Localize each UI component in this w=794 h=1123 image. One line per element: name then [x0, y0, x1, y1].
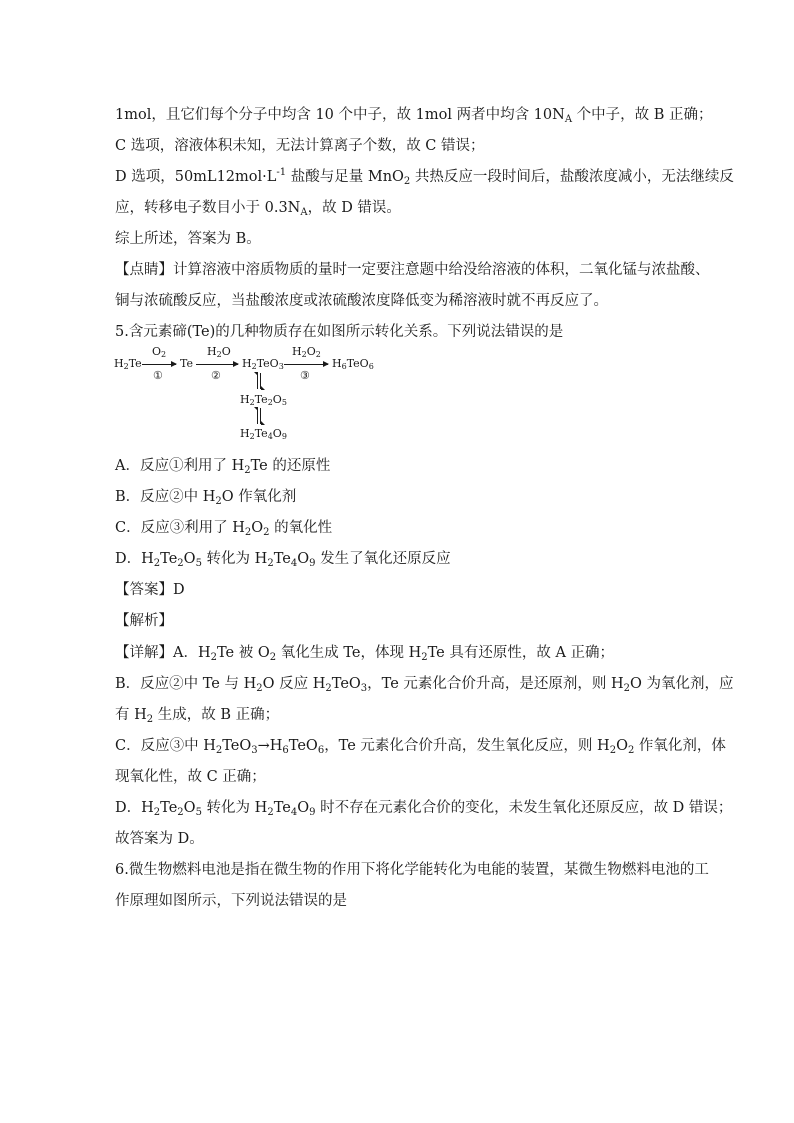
question-6-stem: 6.微生物燃料电池是指在微生物的作用下将化学能转化为电能的装置，某微生物燃料电池的工 — [115, 862, 709, 878]
question-5-stem: 5.含元素碲(Te)的几种物质存在如图所示转化关系。下列说法错误的是 — [115, 324, 564, 340]
step-2-label: ② — [211, 369, 221, 382]
formula-h2teo3: $H_2TeO_3$ — [242, 357, 284, 371]
option-d: D．$H_2Te_2O_5$ 转化为 $H_2Te_4O_9$ 发生了氧化还原反应 — [115, 551, 451, 569]
text-line: D 选项，$50mL12mol\cdot L^{-1}$ 盐酸与足量 MnO$_2$ 共热反应一段时间后，盐酸浓度减小，无法继续反 — [115, 167, 734, 187]
reagent-h2o: $H_2O$ — [207, 345, 231, 359]
step-1-label: ① — [153, 369, 163, 382]
formula-h2te2o5: $H_2Te_2O_5$ — [240, 393, 287, 407]
reagent-o2: $O_2$ — [152, 345, 167, 359]
explanation-line: 有 $H_2$ 生成，故 B 正确； — [115, 707, 280, 725]
formula-h2te: $H_2Te$ — [114, 357, 142, 371]
formula-h6teo6: $H_6TeO_6$ — [332, 357, 374, 371]
arrow-step-2 — [196, 364, 238, 365]
explanation-line: C．反应③中 $H_2TeO_3\to H_6TeO_6$，Te 元素化合价升高，发生氧化反应，则 $H_2O_2$ 作氧化剂，体 — [115, 738, 726, 756]
option-c: C．反应③利用了 $H_2O_2$ 的氧化性 — [115, 520, 333, 538]
text-line: C 选项，溶液体积未知，无法计算离子个数，故 C 错误； — [115, 138, 485, 154]
analysis-label: 【解析】 — [115, 613, 173, 629]
equilibrium-arrow — [256, 408, 263, 424]
reagent-h2o2: $H_2O_2$ — [292, 345, 321, 359]
reaction-scheme — [112, 344, 382, 446]
text-line: 应，转移电子数目小于 $0.3N_A$，故 D 错误。 — [115, 200, 401, 218]
step-3-label: ③ — [300, 369, 310, 382]
formula-h2te4o9: $H_2Te_4O_9$ — [240, 427, 287, 441]
option-b: B．反应②中 $H_2O$ 作氧化剂 — [115, 489, 297, 507]
explanation-line: B．反应②中 Te 与 $H_2O$ 反应 $H_2TeO_3$，Te 元素化合价升高，是还原剂，则 $H_2O$ 为氧化剂，应 — [115, 676, 734, 694]
arrow-step-3 — [284, 364, 328, 365]
answer-label: 【答案】D — [115, 582, 185, 598]
explanation-line: 【详解】A．$H_2Te$ 被 $O_2$ 氧化生成 Te，体现 $H_2Te$ 具有还原性，故 A 正确； — [115, 645, 615, 663]
arrow-step-1 — [142, 364, 176, 365]
option-a: A．反应①利用了 $H_2Te$ 的还原性 — [115, 458, 331, 476]
question-6-stem: 作原理如图所示，下列说法错误的是 — [115, 893, 347, 909]
text-line: 1mol，且它们每个分子中均含 10 个中子，故 1mol 两者中均含 $10N_A$ 个中子，故 B 正确； — [115, 107, 713, 125]
formula-te: Te — [180, 357, 193, 370]
text-line: 铜与浓硫酸反应，当盐酸浓度或浓硫酸浓度降低变为稀溶液时就不再反应了。 — [115, 293, 608, 309]
tip-paragraph: 【点睛】计算溶液中溶质物质的量时一定要注意题中给没给溶液的体积，二氧化锰与浓盐酸、 — [115, 262, 710, 278]
explanation-line: D．$H_2Te_2O_5$ 转化为 $H_2Te_4O_9$ 时不存在元素化合价的变化，未发生氧化还原反应，故 D 错误； — [115, 800, 733, 818]
text-line: 综上所述，答案为 B。 — [115, 231, 261, 247]
equilibrium-arrow — [256, 373, 263, 389]
explanation-line: 现氧化性，故 C 正确； — [115, 769, 266, 785]
conclusion-line: 故答案为 D。 — [115, 831, 204, 847]
